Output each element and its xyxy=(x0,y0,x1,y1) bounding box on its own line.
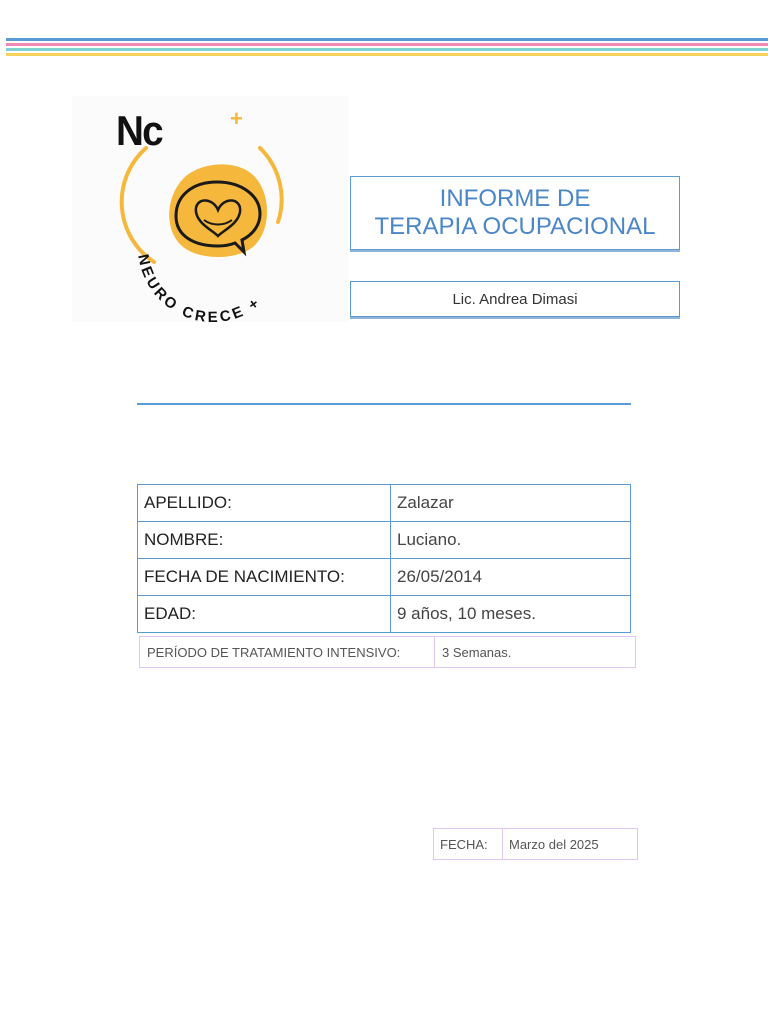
treatment-label: PERÍODO DE TRATAMIENTO INTENSIVO: xyxy=(140,637,435,668)
stripe-blue xyxy=(6,38,768,41)
table-row xyxy=(138,596,631,633)
patient-value: Zalazar xyxy=(391,485,631,522)
treatment-table xyxy=(139,636,636,668)
brand-text-path: NEURO CRECE + xyxy=(134,252,265,322)
brand-mark: Nc xyxy=(116,107,162,154)
section-divider xyxy=(137,403,631,405)
stripe-teal xyxy=(6,48,768,51)
table-row xyxy=(140,637,636,668)
patient-label: NOMBRE: xyxy=(138,522,391,559)
author-name: Lic. Andrea Dimasi xyxy=(452,290,578,308)
date-label: FECHA: xyxy=(434,829,503,860)
author-box xyxy=(350,281,680,317)
stripe-yellow xyxy=(6,53,768,56)
patient-table xyxy=(137,484,631,633)
patient-value: 9 años, 10 meses. xyxy=(391,596,631,633)
report-title-box xyxy=(350,176,680,250)
patient-value: 26/05/2014 xyxy=(391,559,631,596)
svg-text:NEURO CRECE + xyxy=(134,253,265,322)
date-table xyxy=(433,828,638,860)
logo xyxy=(72,96,348,322)
treatment-value: 3 Semanas. xyxy=(435,637,636,668)
patient-label: FECHA DE NACIMIENTO: xyxy=(138,559,391,596)
patient-label: EDAD: xyxy=(138,596,391,633)
patient-value: Luciano. xyxy=(391,522,631,559)
report-title-line1: INFORME DE xyxy=(439,185,591,212)
report-title-line2: TERAPIA OCUPACIONAL xyxy=(374,213,656,240)
header-stripes xyxy=(6,38,768,58)
table-row xyxy=(434,829,638,860)
patient-label: APELLIDO: xyxy=(138,485,391,522)
table-row xyxy=(138,559,631,596)
brand-text xyxy=(72,96,348,322)
table-row xyxy=(138,522,631,559)
brand-plus: + xyxy=(230,106,243,131)
date-value: Marzo del 2025 xyxy=(503,829,638,860)
table-row xyxy=(138,485,631,522)
stripe-pink xyxy=(6,43,768,46)
